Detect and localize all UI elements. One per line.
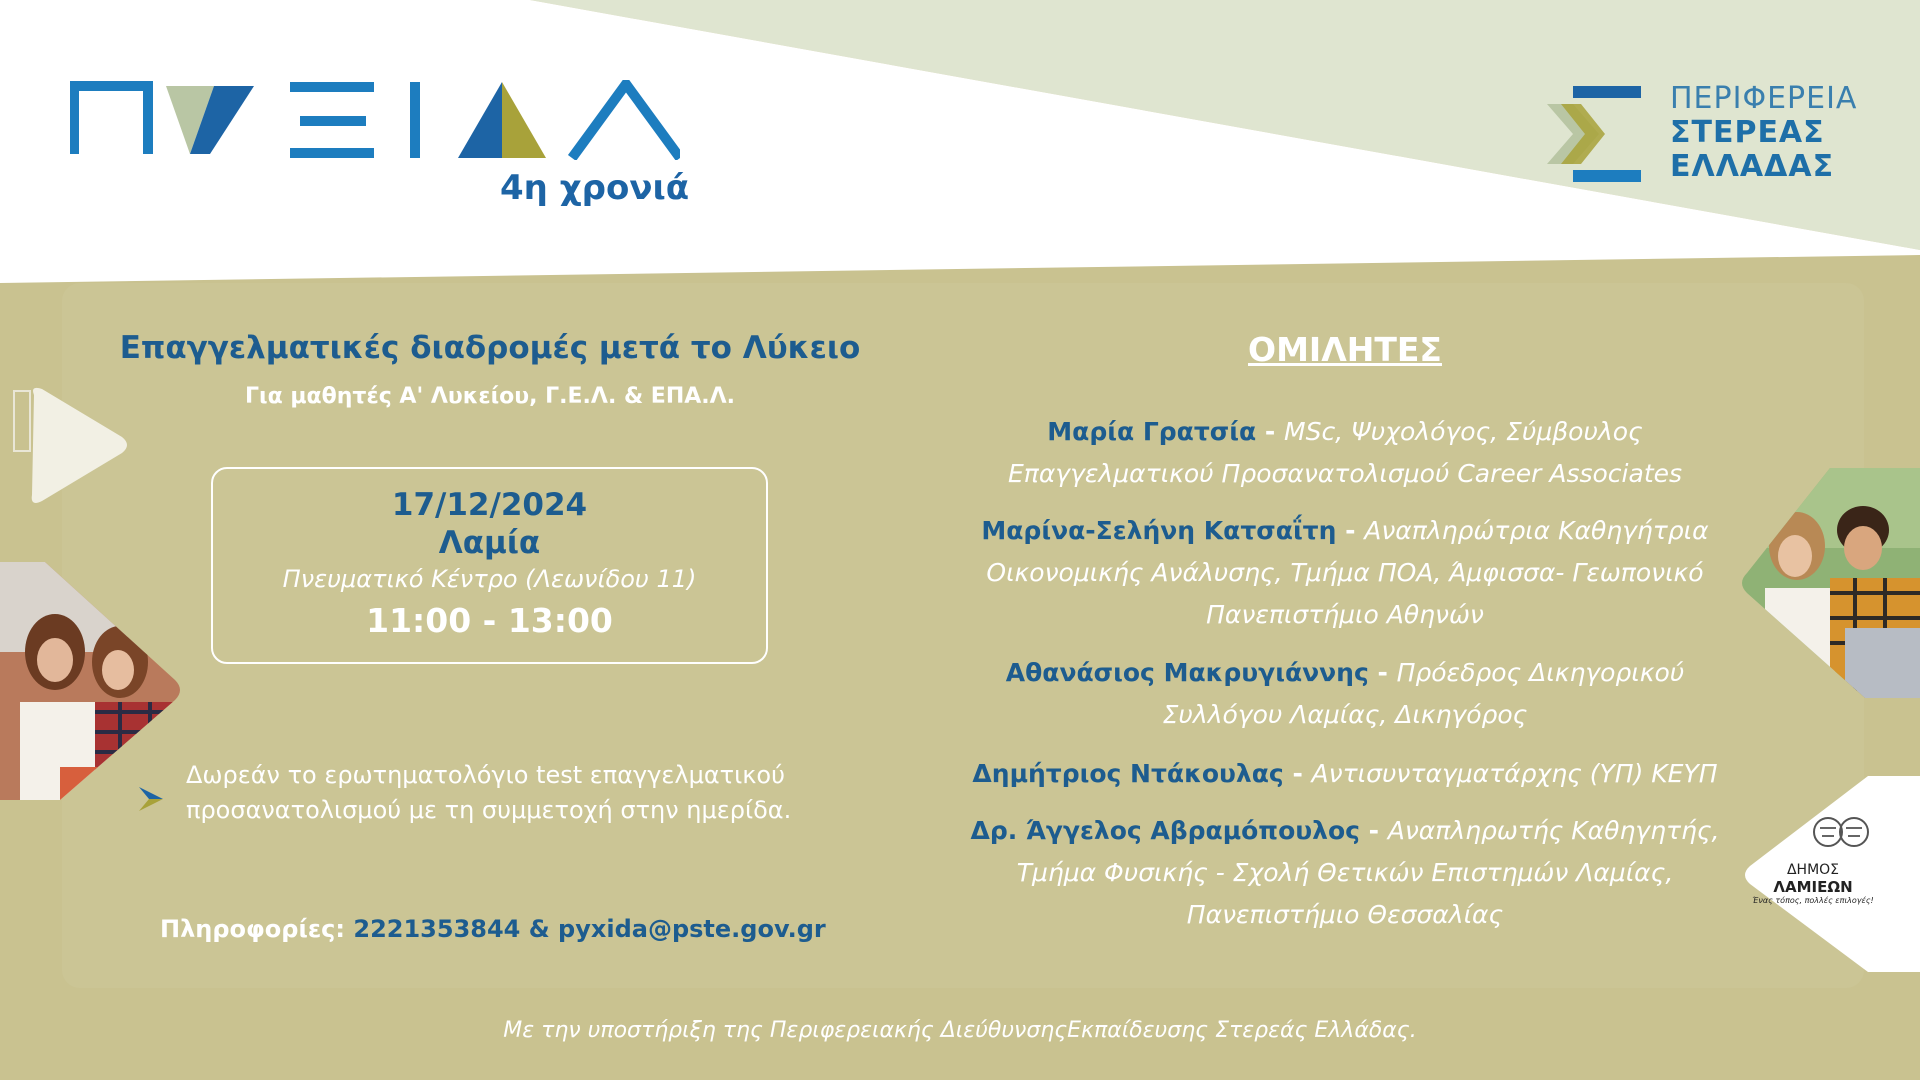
speaker-dash: - (1283, 759, 1312, 788)
event-details-box (211, 467, 768, 664)
speaker-role-line1: MSc, Ψυχολόγος, Σύμβουλος (1284, 417, 1643, 446)
speaker-name: Μαρίνα-Σελήνη Κατσαΐτη (981, 516, 1337, 545)
event-time: 11:00 - 13:00 (366, 601, 613, 640)
region-name (1670, 82, 1857, 184)
note-line2: προσανατολισμού με τη συμμετοχή στην ημερίδα. (186, 796, 792, 824)
footer-support: Με την υποστήριξη της Περιφερειακής ΔιεύθυνσηςΕκπαίδευσης Στερεάς Ελλάδας. (503, 1018, 1417, 1043)
contact-phone[interactable]: 2221353844 (353, 915, 521, 943)
speaker-name: Αθανάσιος Μακρυγιάννης (1005, 658, 1369, 687)
contact-email[interactable]: pyxida@pste.gov.gr (558, 915, 826, 943)
arrow-bullet-icon (137, 785, 165, 813)
event-venue: Πνευματικό Κέντρο (Λεωνίδου 11) (282, 565, 697, 593)
students-photo-right (1735, 468, 1920, 698)
speaker-4 (955, 753, 1735, 795)
speaker-name: Δρ. Άγγελος Αβραμόπουλος (970, 816, 1360, 845)
dimos-line2: ΛΑΜΙΕΩΝ (1773, 878, 1853, 896)
speaker-dash: - (1368, 658, 1397, 687)
event-title: Επαγγελματικές διαδρομές μετά το Λύκειο (119, 330, 861, 366)
speaker-5 (955, 810, 1735, 936)
speaker-dash: - (1256, 417, 1284, 446)
speaker-dash: - (1336, 516, 1365, 545)
speaker-3 (955, 652, 1735, 736)
speaker-role-line2: Οικονομικής Ανάλυσης, Τμήμα ΠΟΑ, Άμφισσα- Γεωπονικό (986, 558, 1704, 587)
region-sigma-logo (1543, 82, 1643, 184)
speaker-2 (955, 510, 1735, 636)
dimos-line1: ΔΗΜΟΣ (1786, 862, 1840, 878)
free-test-note (186, 758, 906, 828)
speaker-role-line1: Αναπληρώτρια Καθηγήτρια (1364, 516, 1709, 545)
region-line1: ΠΕΡΙΦΕΡΕΙΑ (1670, 81, 1858, 116)
region-line3: ΕΛΛΑΔΑΣ (1670, 149, 1835, 184)
event-city: Λαμία (438, 525, 541, 561)
dimos-logo (1748, 862, 1878, 905)
speakers-title: ΟΜΙΛΗΤΕΣ (1248, 330, 1442, 369)
speaker-role-line2: Επαγγελματικού Προσανατολισμού Career Associates (1007, 459, 1683, 488)
contact-amp: & (528, 915, 550, 943)
speaker-role-line1: Πρόεδρος Δικηγορικού (1396, 658, 1685, 687)
speaker-role-line2: Συλλόγου Λαμίας, Δικηγόρος (1162, 700, 1528, 729)
pyxida-logo (70, 80, 680, 160)
event-date: 17/12/2024 (391, 487, 588, 523)
speaker-role-line1: Αντισυνταγματάρχης (ΥΠ) ΚΕΥΠ (1311, 759, 1718, 788)
note-line1: Δωρεάν το ερωτηματολόγιο test επαγγελματικού (186, 761, 785, 789)
speaker-1 (955, 411, 1735, 495)
event-subtitle: Για μαθητές Α' Λυκείου, Γ.Ε.Λ. & ΕΠΑ.Λ. (244, 384, 736, 409)
region-line2: ΣΤΕΡΕΑΣ (1670, 115, 1825, 150)
logo-subtitle: 4η χρονιά (500, 168, 690, 208)
contact-label: Πληροφορίες: (160, 915, 346, 943)
speaker-role-line3: Πανεπιστήμιο Αθηνών (1206, 600, 1484, 629)
dimos-tagline: Ένας τόπος, πολλές επιλογές! (1752, 896, 1874, 905)
students-photo-left (0, 562, 190, 802)
speaker-role-line2: Τμήμα Φυσικής - Σχολή Θετικών Επιστημών Λαμίας, (1016, 858, 1674, 887)
speaker-role-line1: Αναπληρωτής Καθηγητής, (1387, 816, 1720, 845)
speaker-name: Δημήτριος Ντάκουλας (972, 759, 1284, 788)
speaker-name: Μαρία Γρατσία (1047, 417, 1257, 446)
speaker-role-line3: Πανεπιστήμιο Θεσσαλίας (1186, 900, 1504, 929)
contact-info (160, 915, 826, 943)
speaker-dash: - (1359, 816, 1388, 845)
